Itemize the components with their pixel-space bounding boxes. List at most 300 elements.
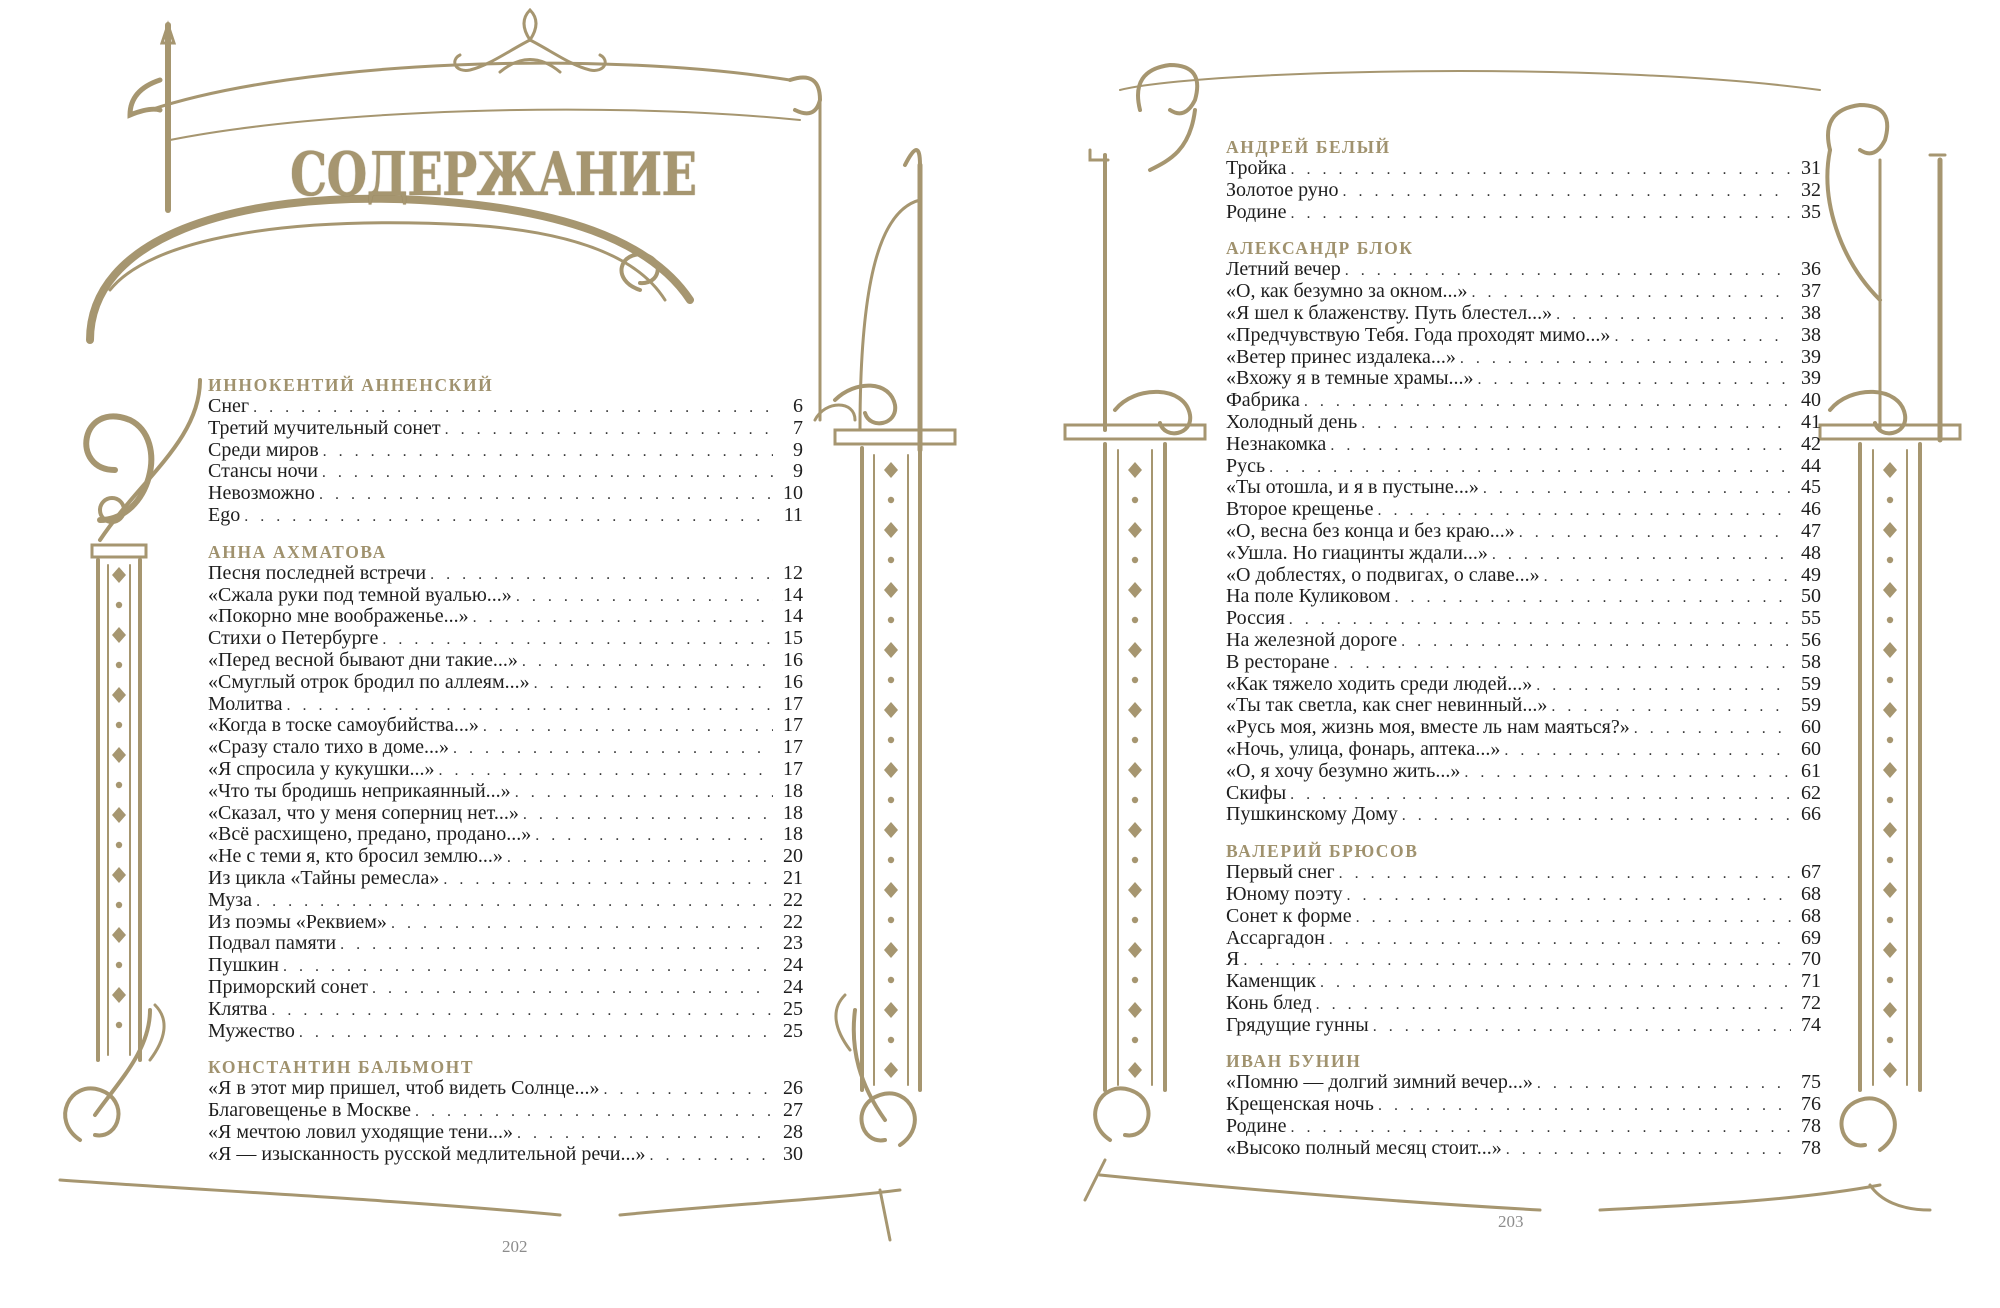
entry-page-number: 42 [1801, 432, 1821, 455]
toc-entry[interactable] [208, 505, 803, 527]
toc-entry[interactable] [208, 628, 803, 650]
toc-entry[interactable] [1226, 325, 1821, 347]
entry-page-number: 78 [1801, 1115, 1821, 1138]
entry-page-number: 45 [1801, 476, 1821, 499]
entry-page-number: 55 [1801, 607, 1821, 630]
toc-entry[interactable] [1226, 477, 1821, 499]
toc-entry[interactable] [208, 461, 803, 483]
dot-ornament-icon [1132, 677, 1138, 683]
entry-title: Клятва [208, 997, 268, 1020]
toc-entry[interactable] [1226, 586, 1821, 608]
entry-page-number: 50 [1801, 585, 1821, 608]
entry-page-number: 72 [1801, 991, 1821, 1014]
entry-page-number: 39 [1801, 345, 1821, 368]
entry-page-number: 25 [783, 1019, 803, 1042]
entry-title: «Вхожу я в темные храмы...» [1226, 367, 1474, 390]
entry-page-number: 31 [1801, 157, 1821, 179]
dot-leader [1361, 413, 1791, 435]
toc-entry[interactable] [1226, 412, 1821, 434]
dot-leader [287, 695, 773, 717]
entry-title: Тройка [1226, 157, 1287, 179]
dot-ornament-icon [1887, 1037, 1893, 1043]
toc-entry[interactable] [1226, 158, 1821, 180]
toc-entry[interactable] [208, 418, 803, 440]
dot-leader [523, 804, 773, 826]
entry-title: «О, я хочу безумно жить...» [1226, 759, 1461, 782]
dot-ornament-icon [888, 917, 894, 923]
diamond-ornament-icon [112, 687, 126, 703]
dot-leader [1316, 994, 1791, 1016]
entry-title: «Когда в тоске самоубийства...» [208, 714, 479, 737]
toc-entry[interactable] [1226, 1094, 1821, 1116]
dot-ornament-icon [1132, 797, 1138, 803]
toc-entry[interactable] [1226, 368, 1821, 390]
diamond-ornament-icon [1883, 462, 1897, 478]
dot-leader [1464, 762, 1791, 784]
author-heading: АННА АХМАТОВА [208, 541, 387, 562]
entry-page-number: 23 [783, 932, 803, 955]
entry-title: «О, как безумно за окном...» [1226, 280, 1468, 303]
diamond-ornament-icon [112, 567, 126, 583]
entry-page-number: 26 [783, 1077, 803, 1100]
entry-page-number: 22 [783, 888, 803, 911]
entry-title: «Перед весной бывают дни такие...» [208, 648, 518, 671]
entry-title: Россия [1226, 607, 1285, 630]
entry-title: «Всё расхищено, предано, продано...» [208, 823, 532, 846]
dot-leader [1634, 718, 1791, 740]
diamond-ornament-icon [1883, 882, 1897, 898]
entry-page-number: 56 [1801, 628, 1821, 651]
dot-leader [1343, 181, 1791, 203]
dot-leader [299, 1022, 773, 1044]
dot-ornament-icon [888, 977, 894, 983]
entry-title: «Ветер принес издалека...» [1226, 345, 1456, 368]
dot-leader [1506, 1139, 1791, 1161]
toc-entry[interactable] [208, 1078, 803, 1100]
toc-entry[interactable] [1226, 674, 1821, 696]
author-heading: АЛЕКСАНДР БЛОК [1226, 238, 1414, 259]
dot-leader [1269, 457, 1791, 479]
diamond-ornament-icon [884, 942, 898, 958]
diamond-ornament-icon [1128, 762, 1142, 778]
toc-entry[interactable] [1226, 906, 1821, 928]
entry-title: Стансы ночи [208, 460, 318, 483]
entry-page-number: 22 [783, 910, 803, 933]
toc-entry[interactable] [1226, 521, 1821, 543]
toc-entry[interactable] [208, 650, 803, 672]
dot-ornament-icon [116, 782, 122, 788]
entry-title: Летний вечер [1226, 258, 1341, 281]
toc-entry[interactable] [1226, 652, 1821, 674]
toc-entry[interactable] [1226, 783, 1821, 805]
dot-leader [1556, 304, 1791, 326]
dot-leader [391, 913, 773, 935]
toc-entry[interactable] [1226, 456, 1821, 478]
dot-leader [522, 651, 773, 673]
toc-entry[interactable] [208, 396, 803, 418]
entry-page-number: 17 [783, 757, 803, 780]
dot-leader [1289, 609, 1791, 631]
toc-entry[interactable] [208, 737, 803, 759]
diamond-ornament-icon [884, 1002, 898, 1018]
dot-leader [1339, 863, 1791, 885]
dot-leader [1536, 675, 1791, 697]
toc-entry[interactable] [208, 890, 803, 912]
dot-leader [439, 760, 773, 782]
entry-title: Золотое руно [1226, 178, 1339, 201]
toc-entry[interactable] [208, 846, 803, 868]
author-heading: ВАЛЕРИЙ БРЮСОВ [1226, 841, 1419, 862]
entry-page-number: 75 [1801, 1071, 1821, 1094]
entry-title: «Ты так светла, как снег невинный...» [1226, 694, 1548, 717]
diamond-ornament-icon [1128, 942, 1142, 958]
diamond-ornament-icon [1883, 822, 1897, 838]
toc-entry[interactable] [1226, 993, 1821, 1015]
toc-entry[interactable] [1226, 259, 1821, 281]
entry-title: «Смуглый отрок бродил по аллеям...» [208, 670, 530, 693]
dot-ornament-icon [116, 842, 122, 848]
entry-page-number: 39 [1801, 367, 1821, 390]
diamond-ornament-icon [112, 807, 126, 823]
entry-title: Родине [1226, 1115, 1287, 1138]
toc-entry[interactable] [1226, 303, 1821, 325]
toc-entry[interactable] [208, 912, 803, 934]
diamond-ornament-icon [1128, 1002, 1142, 1018]
dot-leader [1373, 1016, 1791, 1038]
dot-ornament-icon [1132, 737, 1138, 743]
dot-leader [1504, 740, 1791, 762]
toc-entry[interactable] [208, 868, 803, 890]
dot-leader [1290, 159, 1791, 181]
entry-page-number: 27 [783, 1099, 803, 1122]
page-number-right: 203 [1498, 1212, 1524, 1231]
toc-entry[interactable] [1226, 202, 1821, 224]
entry-title: «Предчувствую Тебя. Года проходят мимо...» [1226, 323, 1611, 346]
dot-ornament-icon [888, 497, 894, 503]
toc-entry[interactable] [1226, 630, 1821, 652]
entry-title: «Что ты бродишь неприкаянный...» [208, 779, 511, 802]
entry-page-number: 37 [1801, 280, 1821, 303]
toc-entry[interactable] [1226, 804, 1821, 826]
toc-entry[interactable] [208, 781, 803, 803]
toc-entry[interactable] [208, 759, 803, 781]
dot-leader [372, 978, 773, 1000]
toc-entry[interactable] [1226, 761, 1821, 783]
dot-ornament-icon [1132, 977, 1138, 983]
entry-page-number: 7 [793, 416, 803, 439]
entry-title: Незнакомка [1226, 432, 1327, 455]
dot-leader [1519, 522, 1791, 544]
entry-title: «О, весна без конца и без краю...» [1226, 519, 1515, 542]
diamond-ornament-icon [1883, 642, 1897, 658]
entry-page-number: 21 [783, 866, 803, 889]
dot-ornament-icon [1132, 557, 1138, 563]
entry-title: Каменщик [1226, 970, 1317, 993]
toc-entry[interactable] [1226, 608, 1821, 630]
dot-leader [1356, 907, 1791, 929]
toc-entry[interactable] [208, 955, 803, 977]
toc-entry[interactable] [208, 672, 803, 694]
diamond-ornament-icon [112, 867, 126, 883]
toc-entry[interactable] [1226, 949, 1821, 971]
entry-page-number: 32 [1801, 178, 1821, 201]
toc-entry[interactable] [1226, 499, 1821, 521]
dot-ornament-icon [888, 797, 894, 803]
diamond-ornament-icon [112, 927, 126, 943]
entry-title: Мужество [208, 1019, 295, 1042]
entry-title: Юному поэту [1226, 882, 1343, 905]
dot-leader [1378, 1095, 1791, 1117]
dot-leader [1551, 696, 1791, 718]
diamond-ornament-icon [884, 882, 898, 898]
dot-leader [1402, 805, 1791, 827]
entry-page-number: 16 [783, 670, 803, 693]
entry-title: Снег [208, 395, 250, 417]
toc-entry[interactable] [1226, 543, 1821, 565]
entry-title: «Русь моя, жизнь моя, вместе ль нам маяться?» [1226, 716, 1630, 739]
diamond-ornament-icon [884, 522, 898, 538]
dot-leader [382, 629, 773, 651]
entry-page-number: 46 [1801, 498, 1821, 521]
dot-leader [1291, 203, 1791, 225]
toc-entry[interactable] [208, 606, 803, 628]
entry-title: На железной дороге [1226, 628, 1398, 651]
entry-page-number: 30 [783, 1142, 803, 1165]
diamond-ornament-icon [884, 642, 898, 658]
entry-page-number: 15 [783, 627, 803, 650]
dot-ornament-icon [1887, 797, 1893, 803]
diamond-ornament-icon [1128, 462, 1142, 478]
entry-page-number: 76 [1801, 1093, 1821, 1116]
dot-ornament-icon [1887, 677, 1893, 683]
toc-entry[interactable] [1226, 695, 1821, 717]
toc-entry[interactable] [208, 440, 803, 462]
page-title: СОДЕРЖАНИЕ [290, 140, 697, 210]
dot-leader [1544, 566, 1791, 588]
entry-title: Из поэмы «Реквием» [208, 910, 387, 933]
entry-page-number: 35 [1801, 200, 1821, 223]
dot-leader [507, 847, 773, 869]
toc-entry[interactable] [208, 824, 803, 846]
entry-title: «Высоко полный месяц стоит...» [1226, 1136, 1502, 1159]
entry-title: Второе крещенье [1226, 498, 1374, 521]
dot-leader [322, 462, 773, 484]
entry-page-number: 66 [1801, 803, 1821, 826]
entry-title: «Я спросила у кукушки...» [208, 757, 435, 780]
entry-title: «Я в этот мир пришел, чтоб видеть Солнце...» [208, 1077, 600, 1100]
entry-page-number: 61 [1801, 759, 1821, 782]
entry-title: «Покорно мне воображенье...» [208, 605, 469, 628]
toc-entry[interactable] [208, 563, 803, 585]
diamond-ornament-icon [1128, 1062, 1142, 1078]
entry-page-number: 9 [793, 460, 803, 483]
dot-leader [515, 782, 773, 804]
entry-page-number: 40 [1801, 389, 1821, 412]
entry-title: «О доблестях, о подвигах, о славе...» [1226, 563, 1540, 586]
entry-title: Среди миров [208, 438, 319, 461]
entry-title: Из цикла «Тайны ремесла» [208, 866, 440, 889]
toc-entry[interactable] [1226, 1072, 1821, 1094]
entry-title: Песня последней встречи [208, 561, 427, 584]
dot-leader [1243, 950, 1791, 972]
entry-title: Благовещенье в Москве [208, 1099, 411, 1122]
diamond-ornament-icon [1883, 1002, 1897, 1018]
toc-entry[interactable] [208, 694, 803, 716]
entry-page-number: 36 [1801, 258, 1821, 281]
entry-title: «Сказал, что у меня соперниц нет...» [208, 801, 519, 824]
entry-page-number: 38 [1801, 301, 1821, 324]
toc-entry[interactable] [208, 715, 803, 737]
dot-leader [1478, 369, 1791, 391]
toc-entry[interactable] [1226, 1138, 1821, 1160]
toc-entry[interactable] [208, 999, 803, 1021]
entry-page-number: 17 [783, 736, 803, 759]
dot-ornament-icon [1132, 917, 1138, 923]
dot-leader [1460, 348, 1791, 370]
entry-title: «Не с теми я, кто бросил землю...» [208, 845, 503, 868]
toc-entry[interactable] [1226, 717, 1821, 739]
toc-entry[interactable] [208, 977, 803, 999]
dot-leader [517, 1123, 773, 1145]
toc-entry[interactable] [1226, 565, 1821, 587]
dot-ornament-icon [888, 737, 894, 743]
dot-leader [535, 825, 773, 847]
dot-leader [453, 738, 773, 760]
diamond-ornament-icon [1128, 822, 1142, 838]
entry-title: «Я — изысканность русской медлительной речи...» [208, 1142, 646, 1165]
diamond-ornament-icon [112, 987, 126, 1003]
entry-title: Пушкинскому Дому [1226, 803, 1398, 826]
author-heading: ИВАН БУНИН [1226, 1051, 1362, 1072]
entry-page-number: 6 [793, 395, 803, 417]
dot-leader [1291, 1117, 1791, 1139]
diamond-ornament-icon [884, 822, 898, 838]
dot-leader [603, 1079, 773, 1101]
author-heading: ИННОКЕНТИЙ АННЕНСКИЙ [208, 375, 494, 395]
entry-page-number: 24 [783, 975, 803, 998]
toc-entry[interactable] [208, 803, 803, 825]
diamond-ornament-icon [884, 462, 898, 478]
dot-ornament-icon [888, 1037, 894, 1043]
dot-ornament-icon [1887, 617, 1893, 623]
entry-page-number: 18 [783, 823, 803, 846]
dot-leader [1401, 631, 1791, 653]
entry-page-number: 59 [1801, 694, 1821, 717]
toc-entry[interactable] [1226, 862, 1821, 884]
toc-entry[interactable] [1226, 180, 1821, 202]
entry-page-number: 70 [1801, 948, 1821, 971]
toc-entry[interactable] [1226, 884, 1821, 906]
entry-page-number: 41 [1801, 410, 1821, 433]
diamond-ornament-icon [1883, 1062, 1897, 1078]
entry-page-number: 14 [783, 583, 803, 606]
toc-entry[interactable] [1226, 347, 1821, 369]
entry-page-number: 28 [783, 1120, 803, 1143]
dot-leader [1290, 784, 1791, 806]
dot-ornament-icon [116, 662, 122, 668]
toc-entry[interactable] [208, 1122, 803, 1144]
entry-title: «Ушла. Но гиацинты ждали...» [1226, 541, 1488, 564]
dot-leader [473, 607, 773, 629]
toc-entry[interactable] [208, 1021, 803, 1043]
entry-title: Подвал памяти [208, 932, 337, 955]
toc-entry[interactable] [208, 1100, 803, 1122]
dot-leader [1329, 929, 1791, 951]
dot-ornament-icon [888, 677, 894, 683]
dot-leader [1304, 391, 1791, 413]
entry-page-number: 10 [783, 482, 803, 505]
toc-entry[interactable] [1226, 1015, 1821, 1037]
entry-title: Скифы [1226, 781, 1287, 804]
toc-entry[interactable] [208, 933, 803, 955]
toc-entry[interactable] [208, 483, 803, 505]
entry-page-number: 38 [1801, 323, 1821, 346]
dot-ornament-icon [888, 617, 894, 623]
dot-leader [443, 869, 773, 891]
entry-title: Русь [1226, 454, 1266, 477]
entry-title: Родине [1226, 200, 1287, 223]
dot-leader [649, 1145, 773, 1167]
right-page-toc [1226, 136, 1821, 1160]
toc-entry[interactable] [1226, 434, 1821, 456]
dot-ornament-icon [888, 557, 894, 563]
toc-entry[interactable] [208, 585, 803, 607]
diamond-ornament-icon [1128, 882, 1142, 898]
diamond-ornament-icon [1128, 582, 1142, 598]
entry-title: «Я мечтою ловил уходящие тени...» [208, 1120, 513, 1143]
entry-title: «Сжала руки под темной вуалью...» [208, 583, 512, 606]
entry-page-number: 67 [1801, 861, 1821, 884]
dot-ornament-icon [1132, 497, 1138, 503]
entry-title: В ресторане [1226, 650, 1330, 673]
toc-entry[interactable] [1226, 281, 1821, 303]
dot-leader [1614, 326, 1791, 348]
toc-entry[interactable] [1226, 1116, 1821, 1138]
diamond-ornament-icon [1883, 942, 1897, 958]
entry-page-number: 62 [1801, 781, 1821, 804]
diamond-ornament-icon [112, 627, 126, 643]
toc-entry[interactable] [208, 1144, 803, 1166]
entry-title: Первый снег [1226, 861, 1335, 884]
entry-page-number: 44 [1801, 454, 1821, 477]
dot-ornament-icon [1887, 857, 1893, 863]
entry-page-number: 20 [783, 845, 803, 868]
dot-leader [1395, 587, 1791, 609]
entry-page-number: 14 [783, 605, 803, 628]
entry-page-number: 11 [783, 503, 803, 526]
dot-ornament-icon [116, 962, 122, 968]
toc-entry[interactable] [1226, 390, 1821, 412]
dot-leader [253, 397, 773, 419]
entry-title: «Ты отошла, и я в пустыне...» [1226, 476, 1479, 499]
entry-title: «Я шел к блаженству. Путь блестел...» [1226, 301, 1553, 324]
entry-title: Муза [208, 888, 253, 911]
dot-leader [1378, 500, 1791, 522]
toc-entry[interactable] [1226, 739, 1821, 761]
entry-title: На поле Куликовом [1226, 585, 1391, 608]
entry-page-number: 18 [783, 801, 803, 824]
entry-page-number: 48 [1801, 541, 1821, 564]
entry-title: Грядущие гунны [1226, 1013, 1369, 1036]
toc-entry[interactable] [1226, 971, 1821, 993]
dot-leader [445, 419, 773, 441]
diamond-ornament-icon [884, 702, 898, 718]
dot-leader [256, 891, 773, 913]
entry-title: «Сразу стало тихо в доме...» [208, 736, 450, 759]
entry-page-number: 58 [1801, 650, 1821, 673]
toc-entry[interactable] [1226, 928, 1821, 950]
entry-title: «Помню — долгий зимний вечер...» [1226, 1071, 1533, 1094]
